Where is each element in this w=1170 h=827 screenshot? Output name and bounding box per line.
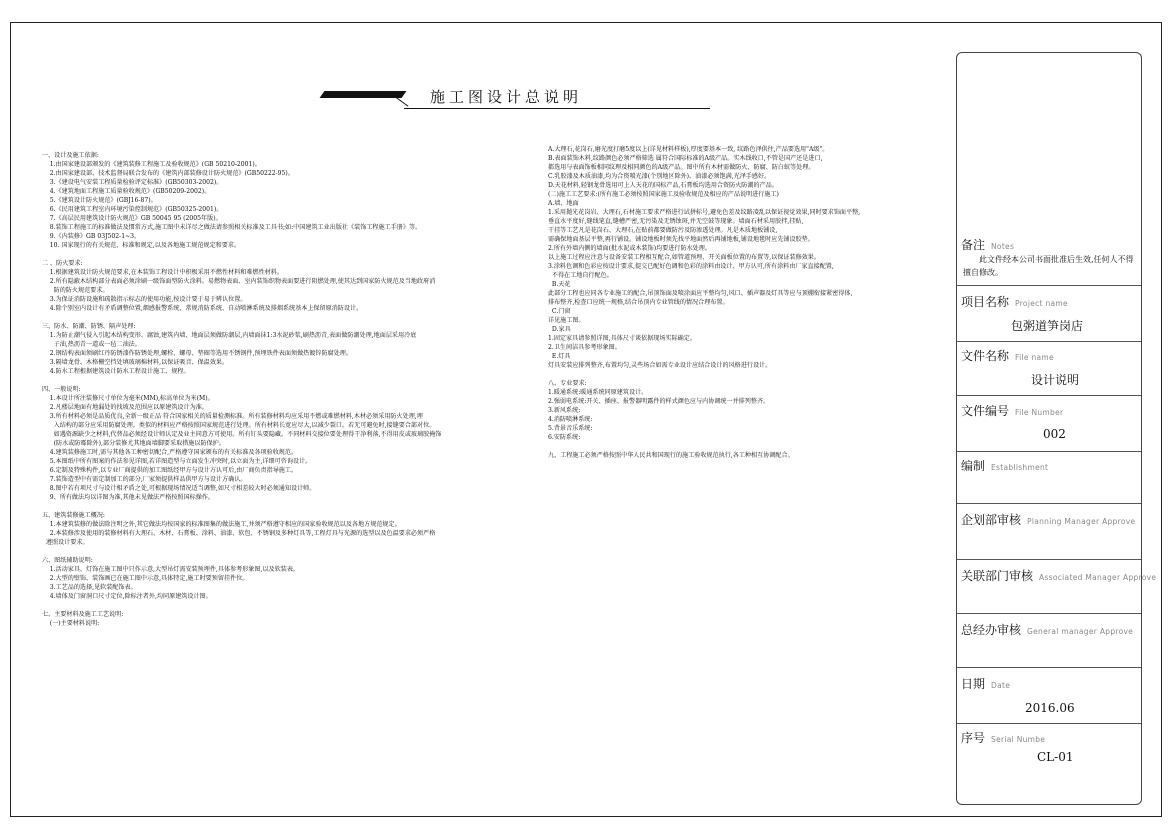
- text-line: 子油,热沥青一道或一毡二油法。: [42, 341, 141, 348]
- text-line: 5.背景音乐系统:: [548, 425, 593, 432]
- text-line: 2.钢结构表面须刷红丹防锈漆作防锈处理,螺栓、螺母、垫圈等选用不锈钢件,预埋铁件表面须做热镀锌防腐处理。: [42, 350, 352, 357]
- text-line: A.墙、地面: [548, 200, 579, 207]
- text-line: (二)施工工艺要求:(所有施工必须按照国家施工及验收规范及相应的产品说明进行施工): [548, 191, 779, 198]
- text-line: 五、建筑装修施工概况:: [42, 512, 105, 519]
- file-name-value: 设计说明: [1031, 373, 1080, 387]
- establishment-label: 编制 Establishment: [961, 459, 1049, 473]
- text-line: 4.消防喷淋系统:: [548, 416, 593, 423]
- text-line: 4.墙体及门窗洞口尺寸定位,除标注者外,均同原建筑设计图。: [42, 593, 212, 600]
- text-line: 4.建筑装修施工时,需与其他各工种密切配合,严格遵守国家颁布的有关标准及各项验收规范。: [42, 449, 298, 456]
- serial-label: 序号 Serial Numbe: [961, 731, 1046, 745]
- text-line: 6.安防系统:: [548, 434, 581, 441]
- text-line: 灯具安装应排列整齐,布置均匀,灵些场合如需专业设计应结合设计的风格进行设计。: [548, 362, 772, 369]
- text-line: 2.强弱电系统:开关、插座、报警器明露件的样式颜色应与内协调统一并排列整齐。: [548, 398, 770, 405]
- text-line: 如遇资源缺少之材料,代替品必须经设计师认定及业主同意方可使用。所有钉头要隐藏。不同材料交接位要处理得干净利落,不得用皮或玻璃胶掩饰: [42, 431, 442, 438]
- text-line: 二 、防火要求:: [42, 260, 83, 267]
- text-line: 3.新风系统:: [548, 407, 581, 414]
- notes-label: 备注 Notes: [961, 238, 1015, 252]
- text-line: 5.《建筑设计防火规范》(GBJ16-87)。: [42, 197, 157, 204]
- text-line: 四、一般说明:: [42, 386, 81, 393]
- notes-text: 此文件经本公司书面批准后生效,任何人不得擅自修改。: [963, 255, 1134, 277]
- text-line: 以上施工过程应注意与设备安装工程相互配合,如管道预埋、开关面板位置的布置等,以保证装修效果。: [548, 254, 820, 261]
- text-line: 1.暖通系统:暖通系统同原建筑设计。: [548, 389, 648, 396]
- text-line: 都选用与表面饰板相同纹理及相同颜色的A级产品。图中所有木材需做防火、防腐、防白蚁等处理。: [548, 164, 815, 171]
- text-line: C.门窗: [548, 308, 571, 315]
- file-number-label: 文件编号 File Number: [961, 404, 1064, 418]
- file-number-value: 002: [1043, 427, 1066, 441]
- text-line: 垂直水平度好,缝线笔直,缝槽严密,无污染及无锈蚀斑,并无空鼓等现象。墙面石材采用胶拌,挂贴,: [548, 218, 804, 225]
- text-line: 排布整齐,检查口应统一规格,结合吊顶内专业管线的情况合理布置。: [548, 299, 729, 306]
- text-line: (防水或防霉除外),部分装修尤其地面墙脚要采取措施以防保护。: [42, 440, 225, 447]
- text-line: C.乳胶漆及木质油漆,均为合资喷光漆(个别地区除外)。油漆必须饱满,光泽手感好。: [548, 173, 771, 180]
- text-line: 2.卫生间洁具参考形象图。: [548, 344, 621, 351]
- text-line: 3.工艺品的选择,见软装配饰表。: [42, 584, 137, 591]
- text-line: D.天花材料,轻钢龙骨选用可上人天花的国标产品,石膏板均选用合资防火防潮的产品。: [548, 182, 778, 189]
- text-line: 三、防水、防潮、防锈、隔声处理:: [42, 323, 136, 330]
- text-line: 2.由国家建设部、技术监督局联合发布的《建筑内部装修设计防火规范》(GB50222-95)。: [42, 170, 294, 177]
- text-line: 1.固定家具请参照详图,具体尺寸谈依据现场实际确定。: [548, 335, 696, 342]
- text-line: 6.定制及特殊构件,以专业厂商提供的加工图纸经甲方与设计方认可后,由厂商负责指导施工。: [42, 467, 298, 474]
- text-line: 4.《建筑地面工程施工质量验收规范》(GB50209-2002)。: [42, 188, 211, 195]
- text-line: 干挂等工艺凡是花岗石、大理石,在贴前都要做防污及防渗透处理。凡是木质地板铺设,: [548, 227, 778, 234]
- text-line: 5.本图纸中所有图案的作法参见详图,若详图造型与立面发生冲突时,以立面为主,详细可咨询设计。: [42, 458, 312, 465]
- text-line: [548, 370, 860, 379]
- text-line: [42, 313, 441, 322]
- general-approve-label: 总经办审核 General manager Approve: [961, 623, 1134, 637]
- text-line: E.灯具: [548, 353, 571, 360]
- text-line: 3.为保证消防设施和疏散指示标志的使用功能,按设计要于易于辨认位置。: [42, 296, 247, 303]
- text-line: 1.为防止潮气侵入引起木结构变形、腐蚀,建筑内墙、地面层须做防潮层,内墙面抹1:3水泥砂浆,刷热沥青,表面做防潮处理,地面层采用冷底: [42, 332, 417, 339]
- project-name-label: 项目名称 Project name: [961, 295, 1068, 309]
- file-name-label: 文件名称 File name: [961, 349, 1054, 363]
- text-line: 4.除个别室内设计有矛盾调整位置,烟感报警系统、常规消防系统、自动喷淋系统及排烟系统基本上保留原消防设计。: [42, 305, 363, 312]
- text-line: [42, 502, 441, 511]
- text-line: D.家具: [548, 326, 571, 333]
- text-line: 2.所有外墙内侧的墙面(批水泥或木装饰)均要进行防水处理。: [548, 245, 711, 252]
- text-line: [42, 601, 441, 610]
- text-line: 1.本建筑装修的做法除注明之外,其它做法均按国家的标准图集的做法施工,并须严格遵守相应的国家验收规范以及各地方规范规定。: [42, 521, 401, 528]
- text-line: 9、所有做法均以详图为准,其他未见做法严格按照国标操作。: [42, 494, 214, 501]
- text-line: 需确保地面基层平整,再行铺设。铺设地板时须先找平地面然后再铺地板,铺设地毯时应先铺设胶垫。: [548, 236, 814, 243]
- text-line: 一、设计及施工依据:: [42, 152, 99, 159]
- text-line: 防的防火规范要求。: [42, 287, 109, 294]
- text-line: B.表面装饰木料,纹路颜色必须严格筛选 属符合国际标准的A级产品。实木线收口,不管是国产还是进口,: [548, 155, 823, 162]
- text-line: 2.大型的壁饰、装饰画已在施工图中示意,具体特定,施工时要预留挂件位。: [42, 575, 249, 582]
- text-line: 2.本装修涉及使用的装修材料有大理石、木材、石膏板、涂料、油漆、软包、不锈钢及多种灯具等,工程灯具与光源的选型以及色温要求必须严格: [42, 530, 436, 537]
- text-line: 4.防水工程根据建筑设计防水工程设计施工、规程。: [42, 368, 190, 375]
- text-line: 9.《内装修》GB 03J502-1~3。: [42, 233, 141, 240]
- planning-approve-label: 企划部审核 Planning Manager Approve: [961, 513, 1136, 527]
- title-banner-line: [404, 108, 710, 109]
- text-line: 六、图纸辅助说明:: [42, 557, 93, 564]
- associated-approve-label: 关联部门审核 Associated Manager Approve: [961, 569, 1157, 583]
- text-line: 此部分工程也应同各专业施工的配合,吊顶饰面及喷涂面应平整均匀,风口、插声器及灯具等应与顶棚衔接紧密得体,: [548, 290, 853, 297]
- text-line: 10. 国家现行的有关规范、标准和规定,以及各地施工规范规定和要求。: [42, 242, 241, 249]
- text-line: 详见施工图。: [548, 317, 585, 324]
- text-line: 2.所有隐蔽木结构部分表面必须涂刷一级饰面型防火涂料。易燃物表面、室内装饰织物表面要进行阻燃处理,使其达到国家防火规范及当地政府消: [42, 278, 436, 285]
- text-line: 九、工程施工必须严格按照中华人民共和国现行的施工验收规范执行,各工种相互协调配合。: [548, 452, 794, 459]
- document-title: 施工图设计总说明: [430, 88, 583, 106]
- text-line: 2.凡楼层地面有地漏处的找坡及范围应以原建筑设计为准。: [42, 404, 208, 411]
- text-line: 7.装饰造型中有需定制加工的部分,厂家须提供样品供甲方与设计方确认。: [42, 476, 247, 483]
- text-line: 1.根据建筑设计防火规范要求,在本装饰工程设计中积极采用不燃性材料和难燃性材料。: [42, 269, 283, 276]
- text-line: 八、专业要求:: [548, 380, 587, 387]
- left-text-column: [42, 151, 441, 628]
- text-line: 1.由国家建设部颁发的《建筑装修工程施工及验收规范》(GB 50210-2001)。: [42, 161, 261, 168]
- text-line: [42, 250, 441, 259]
- text-line: (一)主要材料说明:: [42, 620, 100, 627]
- text-line: [42, 376, 441, 385]
- text-line: 3.涂料色调和色彩应按设计要求,提交已配好色调和色彩的涂料由设计、甲方认可,所有涂料由厂家直接配置,: [548, 263, 834, 270]
- text-line: 1.采用抛光花岗岩、大理石,石材施工要求严格进行试拼标号,避免色差及纹路凌乱以保证视觉效果,同时要求饰面平整,: [548, 209, 861, 216]
- text-line: 不得在工地自行配色。: [548, 272, 613, 279]
- text-line: 入结构的部分应采用防腐处理。类似的材料应严格按照国家规范进行处理。所有材料长宽应尽大,以减少裂口。若无可避免时,接缝要合部对位。: [42, 422, 436, 429]
- text-line: 1.活动家具、灯饰在施工图中只作示意,大型吊灯需安装预埋件,具体参考形象图,以及软装表。: [42, 566, 300, 573]
- text-line: 3.所有材料必须是品质优良,全新一级正品 符合国家相关的质量检测标准。所有装修材料均应采用不燃或难燃材料,木材必须采用防火处理,埋: [42, 413, 423, 420]
- title-block: [956, 52, 1157, 805]
- text-line: 3.《建设电气安装工程质量检验评定标准》(GB50303-2002)。: [42, 179, 223, 186]
- text-line: 8.图中若有项尺寸与设计相矛盾之处,可根据现场情况适当调整,如尺寸相差较大时必须通知设计师。: [42, 485, 316, 492]
- date-value: 2016.06: [1025, 701, 1075, 715]
- text-line: [548, 442, 860, 451]
- text-line: 8.装饰工程施工的标准做法及惯常方式,施工图中未详尽之做法请参照相关标准及工具书;如:中国建筑工业出版社《装饰工程施工手册》等。: [42, 224, 422, 231]
- text-line: [42, 547, 441, 556]
- text-line: B.天花: [548, 281, 571, 288]
- text-line: 七、主要材料及施工工艺说明:: [42, 611, 124, 618]
- text-line: 遵照设计要求。: [42, 539, 89, 546]
- date-label: 日期 Date: [961, 677, 1011, 691]
- serial-value: CL-01: [1037, 750, 1074, 764]
- project-name-value: 包粥道笋岗店: [1011, 319, 1084, 333]
- right-text-column: [548, 145, 860, 460]
- text-line: A.大理石,花岗石,磨光度打磨5度以上(详见材料样板),厚度要基本一致, 纹路色泽供往,产品要选用"A级"。: [548, 146, 829, 153]
- text-line: 1.本设计所注装修尺寸单位为毫米(MM),标高单位为米(M)。: [42, 395, 214, 402]
- text-line: 3.隔墙龙骨、木格栅空挡处填玻璃棉材料,以保证吸音、保温效果。: [42, 359, 229, 366]
- text-line: 7.《高层民用建筑设计防火规范》GB 50045 95 (2005年版)。: [42, 215, 222, 222]
- text-line: 6.《民用建筑工程室内环境污染控制规范》(GB50325-2001)。: [42, 206, 223, 213]
